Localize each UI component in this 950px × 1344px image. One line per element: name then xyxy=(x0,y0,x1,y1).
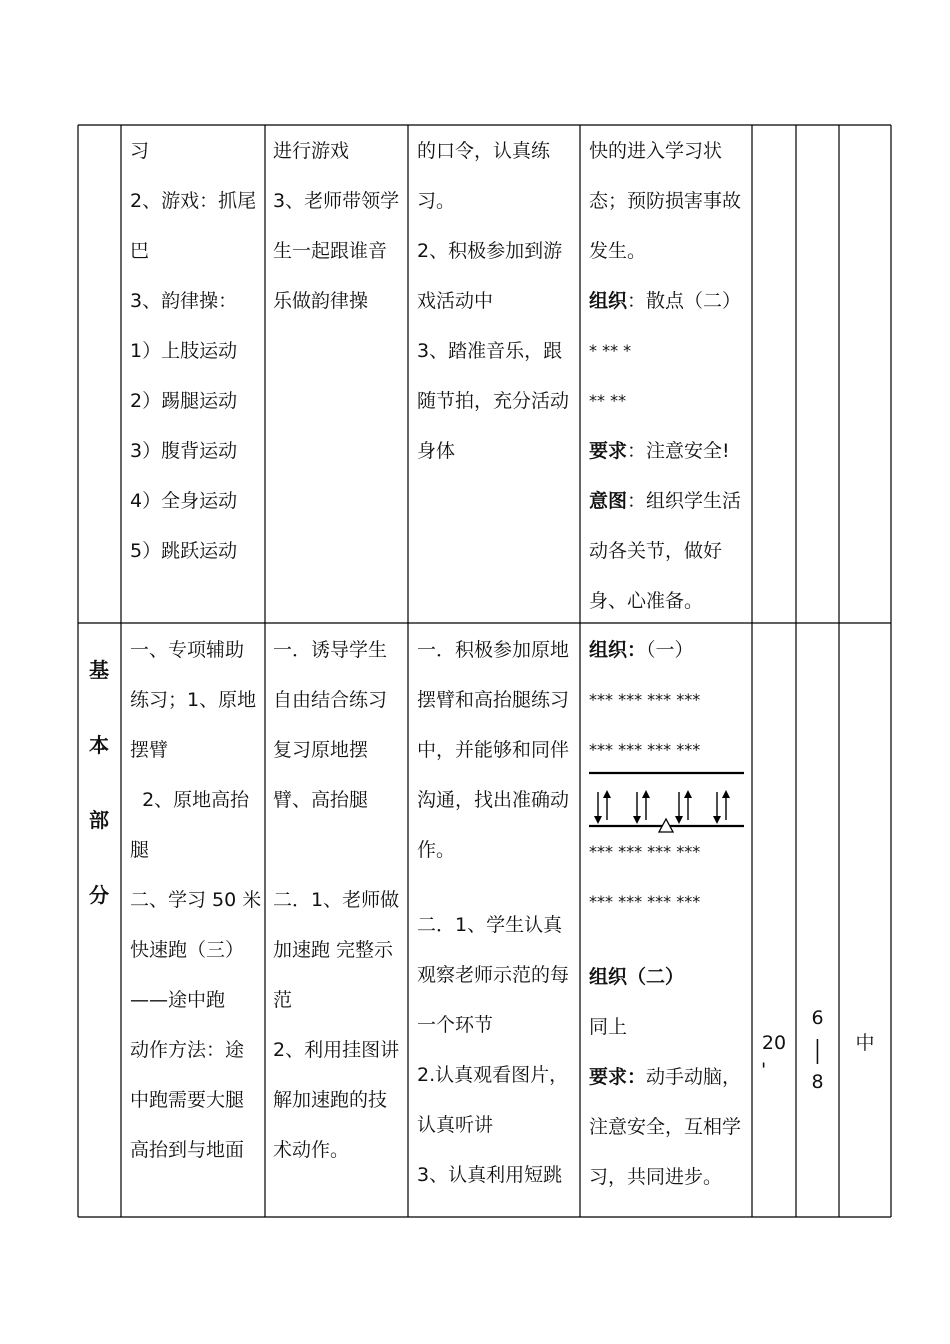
text-line: 3、韵律操： xyxy=(130,290,238,312)
text-line: 2.认真观看图片， xyxy=(417,1064,569,1086)
requirement-text: 动手动脑， xyxy=(646,1066,742,1088)
top-content-cell xyxy=(130,126,256,576)
text-line: 一、专项辅助 xyxy=(130,639,245,661)
text-line: 二、学习 50 米 xyxy=(130,889,262,911)
text-line: 快的进入学习状 xyxy=(589,140,723,162)
formation-stars: *** *** *** *** xyxy=(589,740,701,759)
text-line: 进行游戏 xyxy=(273,140,350,162)
section-char: 分 xyxy=(89,883,109,907)
text-line: 身、心准备。 xyxy=(589,590,704,612)
text-line: 1）上肢运动 xyxy=(130,340,238,362)
count-top: 6 xyxy=(811,1007,824,1029)
text-line: 巴 xyxy=(130,240,150,262)
text-line: 习。 xyxy=(417,190,456,212)
top-teacher-cell xyxy=(273,126,399,326)
section-char: 基 xyxy=(89,658,109,682)
text-line: 习，共同进步。 xyxy=(589,1166,723,1188)
text-line: 摆臂和高抬腿练习 xyxy=(417,689,570,711)
intent-label: 意图 xyxy=(589,490,628,512)
text-line: 动作方法：途 xyxy=(130,1039,245,1061)
text-line: 3、老师带领学 xyxy=(273,190,400,212)
requirement-label: 要求 xyxy=(589,440,628,462)
time-mark: ' xyxy=(761,1059,767,1081)
text-line: 复习原地摆 xyxy=(273,739,369,761)
text-line: 练习；1、原地 xyxy=(130,689,257,711)
text-line: 2、积极参加到游 xyxy=(417,240,563,262)
main-teacher-cell xyxy=(273,625,399,1175)
blank-line xyxy=(273,825,399,875)
text-line: 态；预防损害事故 xyxy=(589,190,742,212)
text-line: 解加速跑的技 xyxy=(273,1089,388,1111)
spacer xyxy=(589,927,741,952)
text-line: 3、认真利用短跳 xyxy=(417,1164,563,1186)
time-value: 20 xyxy=(761,1032,787,1054)
text-line: 中，并能够和同伴 xyxy=(417,739,570,761)
org-label: 组织 xyxy=(589,290,628,312)
count-bottom: 8 xyxy=(811,1071,824,1093)
main-org-cell-bottom xyxy=(589,827,741,1202)
text-line: 二．1、老师做 xyxy=(273,889,400,911)
text-line: 一．积极参加原地 xyxy=(417,639,570,661)
text-line: 二．1、学生认真 xyxy=(417,914,563,936)
main-org-cell-top xyxy=(589,625,700,775)
text-line: 自由结合练习 xyxy=(273,689,388,711)
count-cell xyxy=(796,1004,839,1096)
intent-line xyxy=(589,476,741,526)
text-line: 一．诱导学生 xyxy=(273,639,388,661)
org-label: 组织： xyxy=(589,639,647,661)
org-line xyxy=(589,625,700,675)
org-line xyxy=(589,276,741,326)
main-student-cell xyxy=(417,625,569,1200)
requirement-line xyxy=(589,426,741,476)
text-line: 随节拍，充分活动 xyxy=(417,390,570,412)
text-line: 3、踏准音乐，跟 xyxy=(417,340,563,362)
text-line: 观察老师示范的每 xyxy=(417,964,570,986)
text-line: 一个环节 xyxy=(417,1014,494,1036)
text-line: 注意安全，互相学 xyxy=(589,1116,742,1138)
text-line: 2、游戏：抓尾 xyxy=(130,190,257,212)
top-org-cell xyxy=(589,126,741,626)
time-cell xyxy=(752,1028,796,1082)
text-line: 2）踢腿运动 xyxy=(130,390,238,412)
text-line: 范 xyxy=(273,989,293,1011)
text-line: 摆臂 xyxy=(130,739,169,761)
text-line: 2、原地高抬 xyxy=(130,789,250,811)
section-label xyxy=(79,633,119,933)
text-line: 快速跑（三） xyxy=(130,939,245,961)
text-line: 的口令，认真练 xyxy=(417,140,551,162)
text-line: 腿 xyxy=(130,839,150,861)
text-line: 乐做韵律操 xyxy=(273,290,369,312)
text-line: 认真听讲 xyxy=(417,1114,494,1136)
section-char: 本 xyxy=(89,733,109,757)
org-text: ：散点（二） xyxy=(627,290,742,312)
org-text: （一） xyxy=(646,639,694,661)
spacer xyxy=(417,875,569,900)
top-student-cell xyxy=(417,126,569,476)
text-line: 3）腹背运动 xyxy=(130,440,238,462)
text-line: 动各关节，做好 xyxy=(589,540,723,562)
text-line: 2、利用挂图讲 xyxy=(273,1039,400,1061)
text-line: ——途中跑 xyxy=(130,989,226,1011)
intensity-value: 中 xyxy=(855,1032,875,1054)
text-line: 中跑需要大腿 xyxy=(130,1089,245,1111)
count-bar: | xyxy=(814,1035,821,1065)
text-line: 术动作。 xyxy=(273,1139,350,1161)
text-line: 加速跑 完整示 xyxy=(273,939,394,961)
formation-stars: *** *** *** *** xyxy=(589,892,701,911)
text-line: 4）全身运动 xyxy=(130,490,238,512)
text-line: 戏活动中 xyxy=(417,290,494,312)
text-line: 同上 xyxy=(589,1016,628,1038)
requirement-label: 要求： xyxy=(589,1066,647,1088)
formation-diagram xyxy=(586,768,748,836)
main-content-cell xyxy=(130,625,261,1175)
text-line: 高抬到与地面 xyxy=(130,1139,245,1161)
arrow-pairs xyxy=(594,790,730,824)
org2-label: 组织（二） xyxy=(589,966,685,988)
formation-stars: *** *** *** *** xyxy=(589,842,701,861)
formation-stars: *** *** *** *** xyxy=(589,690,701,709)
text-line: 作。 xyxy=(417,839,456,861)
text-line: 习 xyxy=(130,140,150,162)
text-line: 臂、高抬腿 xyxy=(273,789,369,811)
text-line: 5）跳跃运动 xyxy=(130,540,238,562)
text-line: 生一起跟谁音 xyxy=(273,240,388,262)
text-line: 沟通，找出准确动 xyxy=(417,789,570,811)
requirement-text: ：注意安全! xyxy=(627,440,730,462)
intent-text: ：组织学生活 xyxy=(627,490,742,512)
section-char: 部 xyxy=(89,808,109,832)
intensity-cell xyxy=(839,1028,891,1058)
formation-stars: ** ** xyxy=(589,391,627,410)
requirement-line xyxy=(589,1052,741,1102)
formation-stars: * ** * xyxy=(589,341,632,360)
text-line: 发生。 xyxy=(589,240,647,262)
text-line: 身体 xyxy=(417,440,456,462)
